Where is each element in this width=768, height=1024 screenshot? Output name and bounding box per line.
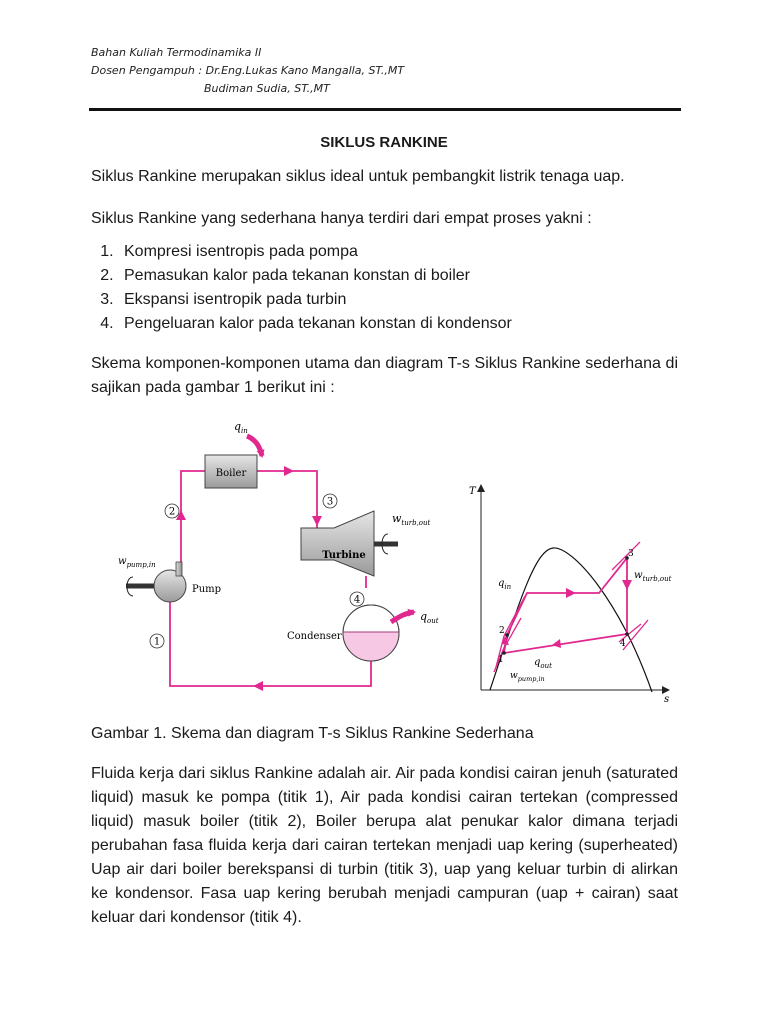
rankine-schematic <box>118 420 439 691</box>
flow-arrows <box>176 466 322 691</box>
boiler-label: Boiler <box>215 468 247 479</box>
process-list <box>91 240 512 336</box>
t-axis-label: T <box>469 486 476 497</box>
page-title: SIKLUS RANKINE <box>320 134 448 151</box>
ts-w-turb-label: $w_{turb,out}$ <box>634 570 672 583</box>
ts-arrows <box>502 580 632 648</box>
ts-q-in-label: $q_{in}$ <box>498 578 512 591</box>
process-intro: Siklus Rankine yang sederhana hanya terdiri dari empat proses yakni : <box>91 210 592 227</box>
ts-w-pump-label: $w_{pump,in}$ <box>510 671 545 683</box>
schema-paragraph: Skema komponen-komponen utama dan diagram T-s Siklus Rankine sederhana di sajikan pada gambar 1 berikut ini : <box>91 355 678 396</box>
list-item: 2. Pemasukan kalor pada tekanan konstan di boiler <box>118 264 512 288</box>
figure-1 <box>0 410 768 710</box>
document-header <box>91 44 404 98</box>
s-axis-label: s <box>664 694 670 705</box>
condenser <box>340 605 402 664</box>
list-item: 3. Ekspansi isentropik pada turbin <box>118 288 512 312</box>
svg-text:1: 1 <box>153 636 161 648</box>
svg-text:4: 4 <box>620 639 626 649</box>
w-turb-label: $w_{turb,out}$ <box>392 512 431 527</box>
pump-label: Pump <box>192 584 222 595</box>
header-divider <box>89 108 681 111</box>
q-in-label: $q_{in}$ <box>234 420 248 435</box>
turbine <box>301 511 374 576</box>
turbine-label: Turbine <box>322 550 366 561</box>
svg-text:1: 1 <box>498 655 504 665</box>
piping <box>170 471 371 686</box>
co-lecturer-line: Budiman Sudia, ST.,MT <box>204 82 330 95</box>
svg-text:4: 4 <box>353 594 361 606</box>
intro-paragraph: Siklus Rankine merupakan siklus ideal untuk pembangkit listrik tenaga uap. <box>91 168 625 185</box>
cycle-path <box>494 542 648 672</box>
svg-text:2: 2 <box>168 506 176 518</box>
ts-diagram <box>469 486 672 705</box>
body-paragraph: Fluida kerja dari siklus Rankine adalah air. Air pada kondisi cairan jenuh (saturated liquid) masuk ke pompa (titik 1), Air pada kondisi cairan tertekan (compressed liquid) masuk boiler (titik 2), Boiler berupa alat penukar kalor dimana terjadi perubahan fasa fluida kerja dari cairan tertekan menjadi uap kering (superheated) Uap air dari boiler berekspansi di turbin (titik 3), uap yang keluar turbin di alirkan ke kondensor. Fasa uap kering berubah menjadi campuran (uap + cairan) saat keluar dari kondensor (titik 4). <box>91 765 678 926</box>
heat-in-arrow <box>247 436 262 456</box>
list-item: 1. Kompresi isentropis pada pompa <box>118 240 512 264</box>
svg-text:3: 3 <box>628 549 634 559</box>
ts-q-out-label: $q_{out}$ <box>534 657 552 670</box>
course-name: Bahan Kuliah Termodinamika II <box>91 46 262 59</box>
lecturer-line: Dosen Pengampuh : Dr.Eng.Lukas Kano Mangalla, ST.,MT <box>91 64 405 77</box>
svg-text:2: 2 <box>499 626 505 636</box>
q-out-label: $q_{out}$ <box>420 610 439 625</box>
heat-out-arrow <box>391 612 414 622</box>
w-pump-label: $w_{pump,in}$ <box>118 556 156 569</box>
condenser-label: Condenser <box>287 631 342 642</box>
list-item: 4. Pengeluaran kalor pada tekanan konstan di kondensor <box>118 312 512 336</box>
figure-caption: Gambar 1. Skema dan diagram T-s Siklus Rankine Sederhana <box>91 725 534 742</box>
svg-text:3: 3 <box>326 496 334 508</box>
